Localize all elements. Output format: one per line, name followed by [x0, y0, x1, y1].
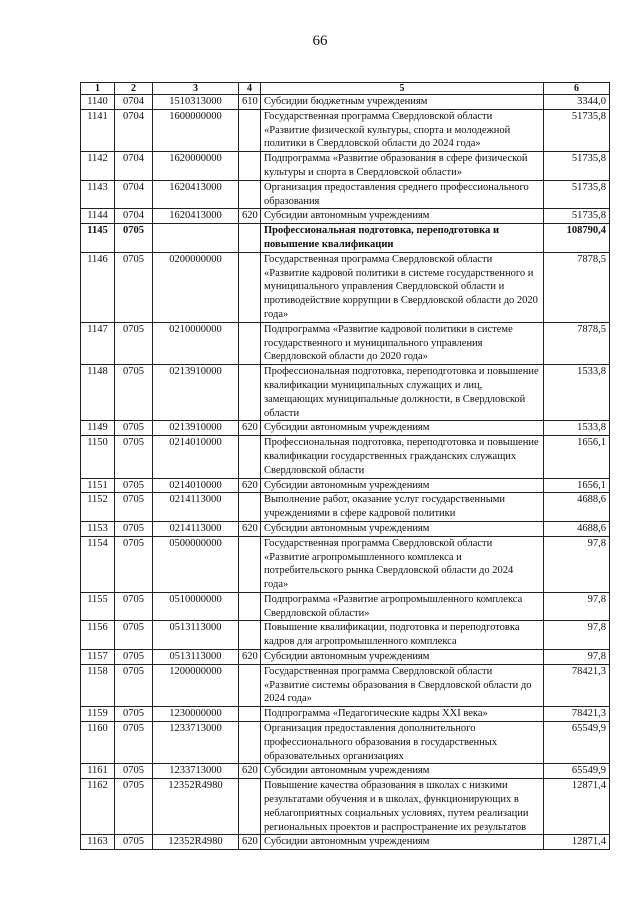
- row-number-cell: 1152: [81, 493, 115, 522]
- amount-cell: 1533,8: [544, 421, 610, 436]
- item-name-cell: Субсидии автономным учреждениям: [261, 478, 544, 493]
- table-row: [81, 722, 610, 764]
- table-row: [81, 764, 610, 779]
- expense-type-cell: 620: [239, 764, 261, 779]
- amount-cell: 1656,1: [544, 478, 610, 493]
- table-row: [81, 592, 610, 621]
- row-number-cell: 1145: [81, 224, 115, 253]
- target-code-cell: [153, 224, 239, 253]
- expense-type-cell: [239, 707, 261, 722]
- item-name-cell: Организация предоставления среднего профессионального образования: [261, 180, 544, 209]
- table-row: [81, 152, 610, 181]
- target-code-cell: 0210000000: [153, 322, 239, 364]
- table-header-row: [81, 83, 610, 95]
- expense-type-cell: [239, 252, 261, 322]
- section-code-cell: 0705: [115, 707, 153, 722]
- amount-cell: 12871,4: [544, 779, 610, 835]
- section-code-cell: 0704: [115, 152, 153, 181]
- row-number-cell: 1149: [81, 421, 115, 436]
- row-number-cell: 1159: [81, 707, 115, 722]
- row-number-cell: 1140: [81, 95, 115, 110]
- amount-cell: 97,8: [544, 621, 610, 650]
- item-name-cell: Субсидии автономным учреждениям: [261, 835, 544, 850]
- table-body: [81, 95, 610, 850]
- target-code-cell: 12352R4980: [153, 779, 239, 835]
- item-name-cell: Подпрограмма «Развитие кадровой политики в системе государственного и муниципального управления Свердловской области до 2020 года»: [261, 322, 544, 364]
- section-code-cell: 0705: [115, 478, 153, 493]
- table-row: [81, 664, 610, 706]
- table-row: [81, 521, 610, 536]
- amount-cell: 51735,8: [544, 109, 610, 151]
- row-number-cell: 1155: [81, 592, 115, 621]
- section-code-cell: 0705: [115, 365, 153, 421]
- target-code-cell: 0213910000: [153, 421, 239, 436]
- row-number-cell: 1157: [81, 650, 115, 665]
- amount-cell: 51735,8: [544, 152, 610, 181]
- item-name-cell: Профессиональная подготовка, переподготовка и повышение квалификации: [261, 224, 544, 253]
- amount-cell: 97,8: [544, 650, 610, 665]
- amount-cell: 7878,5: [544, 322, 610, 364]
- expense-type-cell: [239, 365, 261, 421]
- target-code-cell: 1230000000: [153, 707, 239, 722]
- table-row: [81, 180, 610, 209]
- expense-type-cell: [239, 536, 261, 592]
- section-code-cell: 0704: [115, 209, 153, 224]
- header-cell: 6: [544, 83, 610, 95]
- row-number-cell: 1147: [81, 322, 115, 364]
- row-number-cell: 1148: [81, 365, 115, 421]
- header-cell: 1: [81, 83, 115, 95]
- target-code-cell: 0200000000: [153, 252, 239, 322]
- target-code-cell: 0213910000: [153, 365, 239, 421]
- section-code-cell: 0705: [115, 322, 153, 364]
- table-row: [81, 436, 610, 478]
- item-name-cell: Подпрограмма «Педагогические кадры XXI века»: [261, 707, 544, 722]
- target-code-cell: 0500000000: [153, 536, 239, 592]
- amount-cell: 97,8: [544, 536, 610, 592]
- row-number-cell: 1151: [81, 478, 115, 493]
- amount-cell: 4688,6: [544, 521, 610, 536]
- table-row: [81, 536, 610, 592]
- section-code-cell: 0705: [115, 722, 153, 764]
- expense-type-cell: [239, 322, 261, 364]
- table-row: [81, 95, 610, 110]
- section-code-cell: 0704: [115, 95, 153, 110]
- target-code-cell: 1620413000: [153, 180, 239, 209]
- amount-cell: 1533,8: [544, 365, 610, 421]
- row-number-cell: 1143: [81, 180, 115, 209]
- item-name-cell: Субсидии автономным учреждениям: [261, 764, 544, 779]
- amount-cell: 78421,3: [544, 707, 610, 722]
- target-code-cell: 1200000000: [153, 664, 239, 706]
- amount-cell: 108790,4: [544, 224, 610, 253]
- item-name-cell: Субсидии автономным учреждениям: [261, 521, 544, 536]
- row-number-cell: 1156: [81, 621, 115, 650]
- target-code-cell: 12352R4980: [153, 835, 239, 850]
- section-code-cell: 0705: [115, 621, 153, 650]
- item-name-cell: Субсидии автономным учреждениям: [261, 209, 544, 224]
- section-code-cell: 0705: [115, 536, 153, 592]
- item-name-cell: Профессиональная подготовка, переподготовка и повышение квалификации муниципальных служащих и лиц, замещающих муниципальные должности, в Свердловской области: [261, 365, 544, 421]
- section-code-cell: 0705: [115, 592, 153, 621]
- row-number-cell: 1141: [81, 109, 115, 151]
- row-number-cell: 1142: [81, 152, 115, 181]
- table-row: [81, 650, 610, 665]
- header-cell: 2: [115, 83, 153, 95]
- expense-type-cell: 620: [239, 209, 261, 224]
- section-code-cell: 0705: [115, 650, 153, 665]
- table-row: [81, 365, 610, 421]
- target-code-cell: 0513113000: [153, 621, 239, 650]
- expense-type-cell: [239, 779, 261, 835]
- target-code-cell: 0214113000: [153, 493, 239, 522]
- section-code-cell: 0705: [115, 764, 153, 779]
- item-name-cell: Субсидии автономным учреждениям: [261, 421, 544, 436]
- target-code-cell: 0510000000: [153, 592, 239, 621]
- page-number: 66: [312, 33, 328, 49]
- target-code-cell: 1510313000: [153, 95, 239, 110]
- table-row: [81, 224, 610, 253]
- target-code-cell: 1233713000: [153, 722, 239, 764]
- expense-type-cell: [239, 180, 261, 209]
- amount-cell: 7878,5: [544, 252, 610, 322]
- table-row: [81, 707, 610, 722]
- section-code-cell: 0704: [115, 180, 153, 209]
- table-row: [81, 109, 610, 151]
- table-row: [81, 252, 610, 322]
- target-code-cell: 1620000000: [153, 152, 239, 181]
- item-name-cell: Субсидии бюджетным учреждениям: [261, 95, 544, 110]
- row-number-cell: 1161: [81, 764, 115, 779]
- row-number-cell: 1160: [81, 722, 115, 764]
- table-row: [81, 621, 610, 650]
- item-name-cell: Государственная программа Свердловской области «Развитие физической культуры, спорта и молодежной политики в Свердловской области до 2024 года»: [261, 109, 544, 151]
- table-row: [81, 779, 610, 835]
- expense-type-cell: [239, 436, 261, 478]
- item-name-cell: Повышение качества образования в школах с низкими результатами обучения и в школах, функционирующих в неблагоприятных социальных условиях, путем реализации региональных проектов и распространение их результатов: [261, 779, 544, 835]
- budget-table: [80, 82, 610, 850]
- expense-type-cell: [239, 592, 261, 621]
- row-number-cell: 1153: [81, 521, 115, 536]
- row-number-cell: 1144: [81, 209, 115, 224]
- table-row: [81, 209, 610, 224]
- target-code-cell: 1600000000: [153, 109, 239, 151]
- amount-cell: 12871,4: [544, 835, 610, 850]
- item-name-cell: Профессиональная подготовка, переподготовка и повышение квалификации государственных гражданских служащих Свердловской области: [261, 436, 544, 478]
- header-cell: 5: [261, 83, 544, 95]
- expense-type-cell: [239, 152, 261, 181]
- section-code-cell: 0705: [115, 779, 153, 835]
- table-row: [81, 421, 610, 436]
- section-code-cell: 0705: [115, 421, 153, 436]
- expense-type-cell: 620: [239, 521, 261, 536]
- row-number-cell: 1158: [81, 664, 115, 706]
- section-code-cell: 0705: [115, 521, 153, 536]
- table-row: [81, 478, 610, 493]
- section-code-cell: 0704: [115, 109, 153, 151]
- expense-type-cell: 620: [239, 421, 261, 436]
- row-number-cell: 1163: [81, 835, 115, 850]
- header-cell: 3: [153, 83, 239, 95]
- item-name-cell: Выполнение работ, оказание услуг государственными учреждениями в сфере кадровой политики: [261, 493, 544, 522]
- target-code-cell: 0513113000: [153, 650, 239, 665]
- item-name-cell: Государственная программа Свердловской области «Развитие агропромышленного комплекса и потребительского рынка Свердловской области до 2024 года»: [261, 536, 544, 592]
- target-code-cell: 1233713000: [153, 764, 239, 779]
- section-code-cell: 0705: [115, 835, 153, 850]
- amount-cell: 4688,6: [544, 493, 610, 522]
- expense-type-cell: 610: [239, 95, 261, 110]
- header-cell: 4: [239, 83, 261, 95]
- expense-type-cell: [239, 224, 261, 253]
- item-name-cell: Государственная программа Свердловской области «Развитие системы образования в Свердловской области до 2024 года»: [261, 664, 544, 706]
- target-code-cell: 0214113000: [153, 521, 239, 536]
- item-name-cell: Государственная программа Свердловской области «Развитие кадровой политики в системе государственного и муниципального управления Свердловской области и противодействие коррупции в Свердловской области до 2020 года»: [261, 252, 544, 322]
- amount-cell: 65549,9: [544, 764, 610, 779]
- row-number-cell: 1162: [81, 779, 115, 835]
- item-name-cell: Организация предоставления дополнительного профессионального образования в государственных образовательных организациях: [261, 722, 544, 764]
- expense-type-cell: [239, 493, 261, 522]
- item-name-cell: Субсидии автономным учреждениям: [261, 650, 544, 665]
- section-code-cell: 0705: [115, 224, 153, 253]
- item-name-cell: Подпрограмма «Развитие агропромышленного комплекса Свердловской области»: [261, 592, 544, 621]
- section-code-cell: 0705: [115, 252, 153, 322]
- row-number-cell: 1146: [81, 252, 115, 322]
- table-row: [81, 835, 610, 850]
- section-code-cell: 0705: [115, 664, 153, 706]
- row-number-cell: 1150: [81, 436, 115, 478]
- target-code-cell: 1620413000: [153, 209, 239, 224]
- expense-type-cell: 620: [239, 835, 261, 850]
- amount-cell: 78421,3: [544, 664, 610, 706]
- table-row: [81, 493, 610, 522]
- amount-cell: 97,8: [544, 592, 610, 621]
- amount-cell: 51735,8: [544, 209, 610, 224]
- amount-cell: 65549,9: [544, 722, 610, 764]
- expense-type-cell: [239, 109, 261, 151]
- item-name-cell: Подпрограмма «Развитие образования в сфере физической культуры и спорта в Свердловской области»: [261, 152, 544, 181]
- section-code-cell: 0705: [115, 493, 153, 522]
- amount-cell: 3344,0: [544, 95, 610, 110]
- amount-cell: 1656,1: [544, 436, 610, 478]
- item-name-cell: Повышение квалификации, подготовка и переподготовка кадров для агропромышленного комплекса: [261, 621, 544, 650]
- expense-type-cell: [239, 722, 261, 764]
- expense-type-cell: [239, 621, 261, 650]
- table-row: [81, 322, 610, 364]
- section-code-cell: 0705: [115, 436, 153, 478]
- row-number-cell: 1154: [81, 536, 115, 592]
- expense-type-cell: [239, 664, 261, 706]
- target-code-cell: 0214010000: [153, 478, 239, 493]
- amount-cell: 51735,8: [544, 180, 610, 209]
- expense-type-cell: 620: [239, 478, 261, 493]
- target-code-cell: 0214010000: [153, 436, 239, 478]
- expense-type-cell: 620: [239, 650, 261, 665]
